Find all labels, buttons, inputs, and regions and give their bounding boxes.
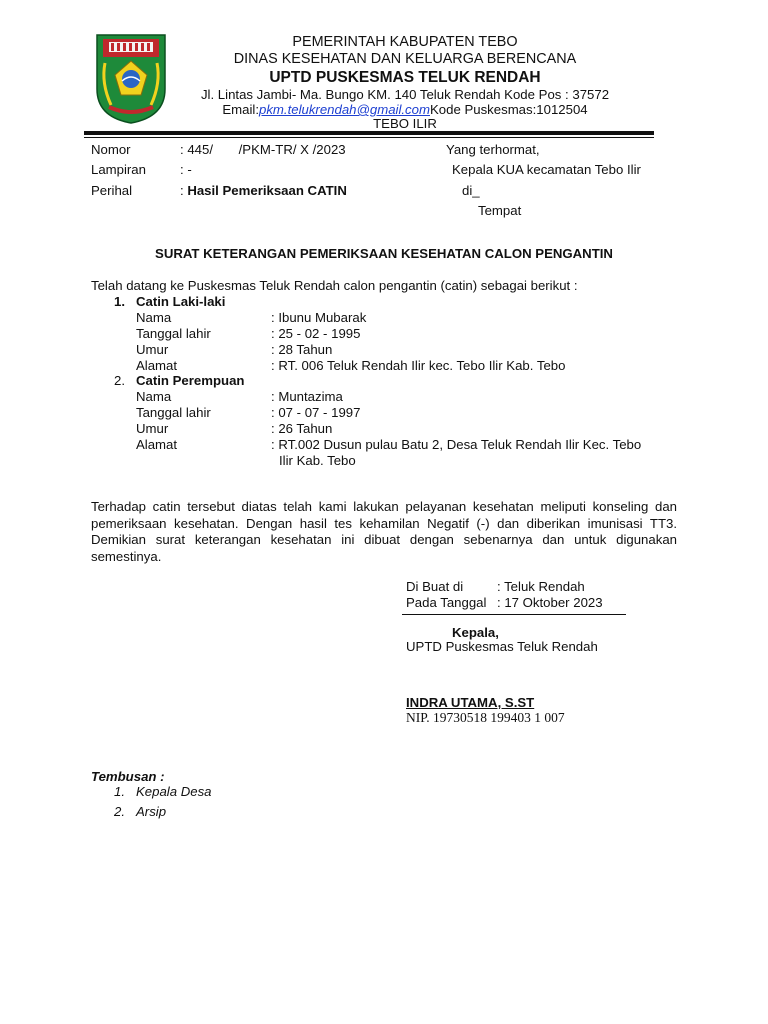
bride-name-label: Nama (136, 389, 172, 404)
groom-address-label: Alamat (136, 358, 178, 373)
signatory-name: INDRA UTAMA, S.ST (406, 695, 535, 710)
groom-heading: Catin Laki-laki (136, 294, 226, 309)
signatory-role: Kepala, (452, 625, 499, 640)
bride-age-label: Umur (136, 421, 169, 436)
lampiran-label: Lampiran (91, 162, 146, 177)
date-value: : 17 Oktober 2023 (497, 595, 603, 610)
nomor-label: Nomor (91, 142, 131, 157)
bride-heading: Catin Perempuan (136, 373, 245, 388)
groom-name-label: Nama (136, 310, 172, 325)
groom-address: : RT. 006 Teluk Rendah Ilir kec. Tebo Ilir Kab. Tebo (271, 358, 566, 373)
tembusan-item-1-number: 1. (114, 784, 125, 799)
intro-text: Telah datang ke Puskesmas Teluk Rendah calon pengantin (catin) sebagai berikut : (91, 278, 578, 293)
tembusan-label: Tembusan : (91, 769, 165, 784)
groom-name: : Ibunu Mubarak (271, 310, 367, 325)
groom-number: 1. (114, 294, 125, 309)
body-paragraph: Terhadap catin tersebut diatas telah kami lakukan pelayanan kesehatan meliputi konseling dan pemeriksaan kesehatan. Dengan hasil tes kehamilan Negatif (-) dan diberikan imunisasi TT3. Demikian surat keterangan kesehatan ini dibuat dengan sebenarnya dan untuk digunakan semestinya. (91, 499, 677, 564)
header-government: PEMERINTAH KABUPATEN TEBO (292, 34, 518, 50)
place-value: : Teluk Rendah (497, 579, 585, 594)
bride-name: : Muntazima (271, 389, 343, 404)
recipient-name: Kepala KUA kecamatan Tebo Ilir (452, 162, 641, 177)
regency-emblem-logo (95, 33, 167, 125)
date-label: Pada Tanggal (406, 595, 487, 610)
signatory-org: UPTD Puskesmas Teluk Rendah (406, 639, 598, 654)
email-label: Email: (222, 102, 259, 117)
signatory-nip: NIP. 19730518 199403 1 007 (406, 710, 565, 725)
groom-age-label: Umur (136, 342, 169, 357)
email-link[interactable]: pkm.telukrendah@gmail.com (259, 102, 430, 117)
bride-age: : 26 Tahun (271, 421, 333, 436)
bride-number: 2. (114, 373, 125, 388)
bride-address-label: Alamat (136, 437, 178, 452)
letter-title: SURAT KETERANGAN PEMERIKSAAN KESEHATAN CALON PENGANTIN (155, 246, 613, 261)
header-institution: UPTD PUSKESMAS TELUK RENDAH (269, 69, 541, 86)
perihal-value (180, 183, 347, 198)
tembusan-item-2: Arsip (136, 804, 167, 819)
bride-dob: : 07 - 07 - 1997 (271, 405, 361, 420)
header-address: Jl. Lintas Jambi- Ma. Bungo KM. 140 Teluk Rendah Kode Pos : 37572 (200, 87, 610, 102)
perihal-colon: : (180, 183, 188, 198)
groom-age: : 28 Tahun (271, 342, 333, 357)
header-district: TEBO ILIR (373, 116, 437, 131)
groom-dob-label: Tanggal lahir (136, 326, 211, 341)
bride-dob-label: Tanggal lahir (136, 405, 211, 420)
puskesmas-code: Kode Puskesmas:1012504 (429, 102, 588, 117)
nomor-value: : 445/ /PKM-TR/ X /2023 (180, 142, 346, 157)
header-department: DINAS KESEHATAN DAN KELUARGA BERENCANA (233, 51, 577, 67)
lampiran-value: : - (180, 162, 192, 177)
groom-dob: : 25 - 02 - 1995 (271, 326, 361, 341)
tembusan-item-2-number: 2. (114, 804, 125, 819)
perihal-label: Perihal (91, 183, 133, 198)
recipient-di: di_ (462, 183, 480, 198)
recipient-greeting: Yang terhormat, (446, 142, 540, 157)
perihal-subject: Hasil Pemeriksaan CATIN (187, 183, 347, 198)
bride-address-line1: : RT.002 Dusun pulau Batu 2, Desa Teluk Rendah Ilir Kec. Tebo (271, 437, 642, 452)
signature-date-underline (402, 614, 626, 615)
header-divider-thin (84, 137, 654, 138)
bride-address-line2: Ilir Kab. Tebo (279, 453, 356, 468)
recipient-place: Tempat (478, 203, 522, 218)
header-divider-thick (84, 131, 654, 135)
tembusan-item-1: Kepala Desa (136, 784, 212, 799)
place-label: Di Buat di (406, 579, 464, 594)
